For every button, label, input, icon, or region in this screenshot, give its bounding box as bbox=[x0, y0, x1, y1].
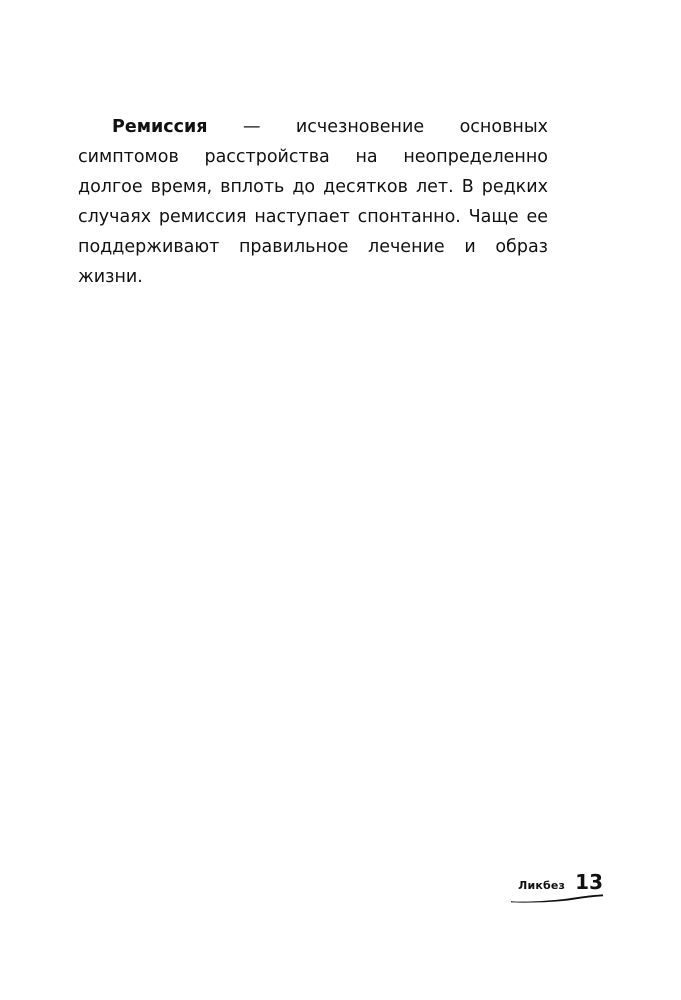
paragraph-body: — исчезновение основных симптомов расстройства на неопределенно долгое время, вплоть до десятков лет. В редких случаях ремиссия наступает спонтанно. Чаще ее поддерживают правильное лечение и образ жизни. bbox=[78, 117, 548, 287]
page-footer bbox=[78, 850, 603, 892]
footer-section-label: Ликбез bbox=[518, 879, 566, 892]
term-remission: Ремиссия bbox=[112, 117, 208, 137]
paragraph-remission bbox=[78, 112, 548, 292]
body-text-block bbox=[78, 112, 548, 292]
page-number: 13 bbox=[575, 870, 603, 894]
footer-inner bbox=[518, 872, 603, 892]
footer-swash-icon bbox=[511, 894, 603, 903]
